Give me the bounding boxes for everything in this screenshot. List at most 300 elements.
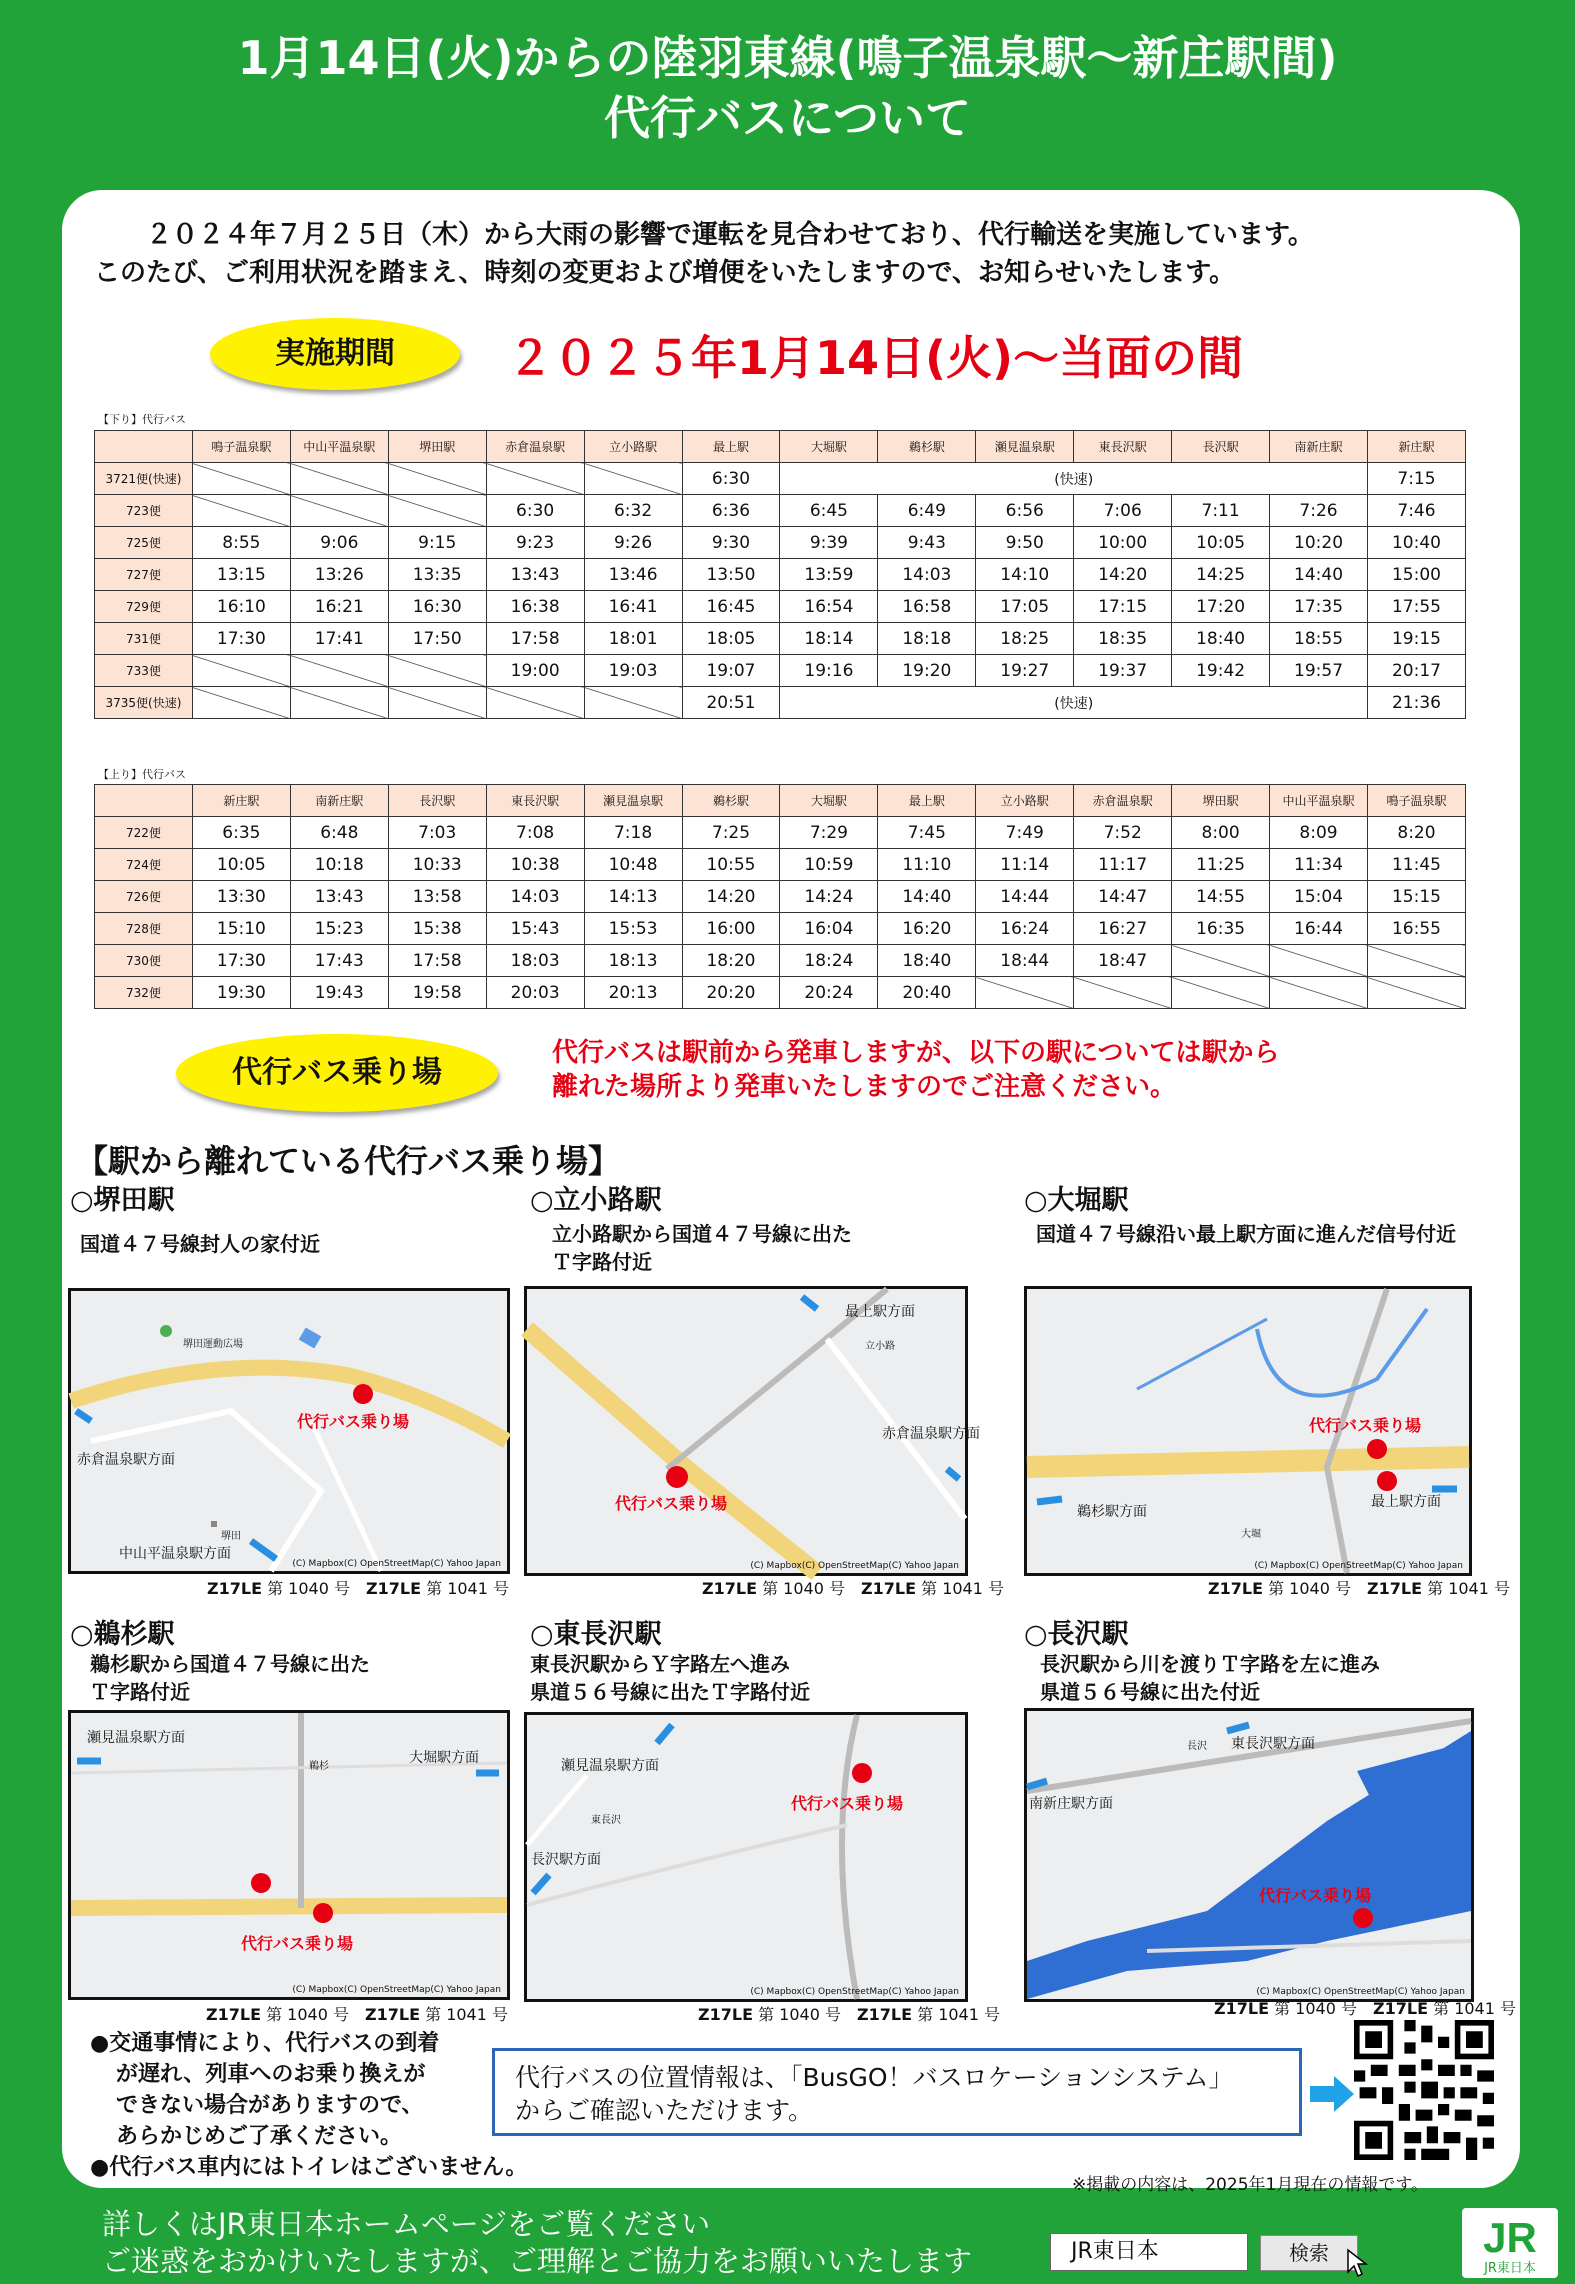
time-cell: 16:27 (1074, 913, 1172, 945)
time-cell: 14:40 (1270, 559, 1368, 591)
time-cell: 20:13 (584, 977, 682, 1009)
title-line-2: 代行バスについて (603, 91, 972, 145)
time-cell: 14:03 (486, 881, 584, 913)
time-cell: 7:11 (1172, 495, 1270, 527)
station-desc-ohori: 国道４７号線沿い最上駅方面に進んだ信号付近 (1036, 1222, 1456, 1246)
time-cell: 6:36 (682, 495, 780, 527)
time-cell: 19:37 (1074, 655, 1172, 687)
time-cell: 7:08 (486, 817, 584, 849)
time-cell: 14:13 (584, 881, 682, 913)
station-header: 堺田駅 (388, 431, 486, 463)
code1-num: 第 1040 号 (267, 1579, 350, 1598)
row-label: 729便 (95, 591, 193, 623)
code1: Z17LE (1214, 1999, 1269, 2018)
map-label-tatekoji-1: 最上駅方面 (845, 1304, 915, 1320)
time-cell: 7:26 (1270, 495, 1368, 527)
time-cell: 10:05 (192, 849, 290, 881)
remote-stops-heading: 【駅から離れている代行バス乗り場】 (76, 1142, 621, 1180)
time-cell: (快速) (780, 463, 1368, 495)
page-title (0, 28, 1575, 148)
bus-stop-usugi: 代行バス乗り場 (241, 1934, 354, 1953)
time-cell: 19:57 (1270, 655, 1368, 687)
time-cell: 16:24 (976, 913, 1074, 945)
station-header: 中山平温泉駅 (1270, 785, 1368, 817)
time-cell: 10:40 (1367, 527, 1465, 559)
time-cell: 18:24 (780, 945, 878, 977)
time-cell: 8:00 (1172, 817, 1270, 849)
table-row (95, 623, 1466, 655)
station-header: 鵜杉駅 (878, 431, 976, 463)
code1: Z17LE (698, 2005, 753, 2024)
empty-cell (290, 463, 388, 495)
time-cell: 19:42 (1172, 655, 1270, 687)
busgo-line-2: からご確認いただけます。 (515, 2096, 814, 2125)
down-timetable (94, 430, 1466, 719)
time-cell: (快速) (780, 687, 1368, 719)
time-cell: 18:44 (976, 945, 1074, 977)
map-label-ohori-station: 大堀 (1241, 1529, 1261, 1540)
row-label: 731便 (95, 623, 193, 655)
time-cell: 13:30 (192, 881, 290, 913)
desc-line: 立小路駅から国道４７号線に出た (552, 1222, 852, 1246)
station-desc-usugi (90, 1650, 370, 1706)
bus-stop-label: 代行バス乗り場 (176, 1034, 498, 1112)
cursor-icon (1346, 2248, 1372, 2278)
empty-cell (1270, 977, 1368, 1009)
map-credit: (C) Mapbox(C) OpenStreetMap(C) Yahoo Japan (292, 1985, 501, 1995)
code1: Z17LE (206, 2005, 261, 2024)
station-header: 東長沢駅 (486, 785, 584, 817)
time-cell: 17:20 (1172, 591, 1270, 623)
time-cell: 18:47 (1074, 945, 1172, 977)
time-cell: 16:38 (486, 591, 584, 623)
bus-stop-higashinagasawa: 代行バス乗り場 (791, 1794, 904, 1813)
jr-east-logo (1462, 2208, 1558, 2278)
time-cell: 20:24 (780, 977, 878, 1009)
arrow-right-icon (1310, 2074, 1354, 2114)
empty-cell (192, 463, 290, 495)
time-cell: 20:51 (682, 687, 780, 719)
table-row (95, 945, 1466, 977)
table-row (95, 559, 1466, 591)
time-cell: 17:15 (1074, 591, 1172, 623)
map-label-sakaida-1: 赤倉温泉駅方面 (77, 1452, 175, 1468)
station-header: 新庄駅 (1367, 431, 1465, 463)
time-cell: 7:18 (584, 817, 682, 849)
empty-cell (1172, 977, 1270, 1009)
time-cell: 9:50 (976, 527, 1074, 559)
map-ohori (1024, 1286, 1472, 1576)
time-cell: 13:43 (290, 881, 388, 913)
station-header: 最上駅 (878, 785, 976, 817)
time-cell: 20:03 (486, 977, 584, 1009)
time-cell: 13:50 (682, 559, 780, 591)
time-cell: 16:21 (290, 591, 388, 623)
search-button[interactable] (1260, 2235, 1358, 2271)
time-cell: 14:47 (1074, 881, 1172, 913)
time-cell: 8:20 (1367, 817, 1465, 849)
time-cell: 14:24 (780, 881, 878, 913)
time-cell: 19:07 (682, 655, 780, 687)
code2: Z17LE (366, 1579, 422, 1598)
time-cell: 14:20 (1074, 559, 1172, 591)
code1-num: 第 1040 号 (266, 2005, 349, 2024)
station-header: 立小路駅 (976, 785, 1074, 817)
desc-line: 県道５６号線に出た付近 (1040, 1680, 1260, 1704)
empty-cell (388, 463, 486, 495)
table-row (95, 463, 1466, 495)
time-cell: 11:25 (1172, 849, 1270, 881)
time-cell: 13:15 (192, 559, 290, 591)
row-label: 726便 (95, 881, 193, 913)
time-cell: 7:46 (1367, 495, 1465, 527)
row-label: 728便 (95, 913, 193, 945)
note-1-line-3: できない場合がありますので、 (116, 2093, 424, 2118)
station-header: 大堀駅 (780, 431, 878, 463)
footer-line-1: 詳しくはJR東日本ホームページをご覧ください (102, 2207, 711, 2241)
time-cell: 10:33 (388, 849, 486, 881)
row-label: 725便 (95, 527, 193, 559)
table-row (95, 817, 1466, 849)
time-cell: 13:26 (290, 559, 388, 591)
code2-num: 第 1041 号 (1433, 1999, 1517, 2018)
time-cell: 6:48 (290, 817, 388, 849)
station-header: 瀬見温泉駅 (584, 785, 682, 817)
station-header: 中山平温泉駅 (290, 431, 388, 463)
time-cell: 15:38 (388, 913, 486, 945)
time-cell: 18:25 (976, 623, 1074, 655)
footer-text (102, 2206, 972, 2280)
bus-stop-ohori: 代行バス乗り場 (1309, 1416, 1422, 1435)
time-cell: 18:18 (878, 623, 976, 655)
table-header-row (95, 785, 1466, 817)
code2-num: 第 1041 号 (921, 1579, 1005, 1598)
map-label-sakaida-park: 堺田運動広場 (183, 1339, 243, 1350)
station-header: 大堀駅 (780, 785, 878, 817)
time-cell: 17:30 (192, 623, 290, 655)
code1: Z17LE (207, 1579, 262, 1598)
code1-num: 第 1040 号 (1274, 1999, 1357, 2018)
map-tatekoji (524, 1286, 980, 1576)
table-row (95, 591, 1466, 623)
time-cell: 18:40 (878, 945, 976, 977)
note-2: ●代行バス車内にはトイレはございません。 (90, 2155, 528, 2180)
empty-cell (584, 463, 682, 495)
empty-cell (192, 687, 290, 719)
period-label: 実施期間 (210, 318, 460, 390)
station-header: 瀬見温泉駅 (976, 431, 1074, 463)
empty-cell (584, 687, 682, 719)
table-row (95, 977, 1466, 1009)
time-cell: 10:55 (682, 849, 780, 881)
map-label-higashinagasawa-1: 瀬見温泉駅方面 (561, 1758, 659, 1774)
desc-line: Ｔ字路付近 (552, 1250, 652, 1274)
time-cell: 17:58 (388, 945, 486, 977)
time-cell: 15:04 (1270, 881, 1368, 913)
map-credit: (C) Mapbox(C) OpenStreetMap(C) Yahoo Japan (750, 1561, 959, 1571)
time-cell: 8:55 (192, 527, 290, 559)
row-label: 730便 (95, 945, 193, 977)
time-cell: 6:35 (192, 817, 290, 849)
map-credit: (C) Mapbox(C) OpenStreetMap(C) Yahoo Japan (750, 1987, 959, 1997)
time-cell: 15:10 (192, 913, 290, 945)
time-cell: 18:14 (780, 623, 878, 655)
time-cell: 19:03 (584, 655, 682, 687)
code1-num: 第 1040 号 (758, 2005, 841, 2024)
map-code-usugi (206, 2002, 508, 2025)
code1-num: 第 1040 号 (1268, 1579, 1351, 1598)
title-line-1: 1月14日(火)からの陸羽東線(鳴子温泉駅～新庄駅間) (237, 31, 1338, 85)
time-cell: 7:45 (878, 817, 976, 849)
map-label-sakaida-2: 中山平温泉駅方面 (119, 1546, 231, 1562)
time-cell: 18:05 (682, 623, 780, 655)
bus-stop-notice (552, 1036, 1279, 1104)
code2-num: 第 1041 号 (1427, 1579, 1511, 1598)
time-cell: 20:20 (682, 977, 780, 1009)
note-1-line-4: あらかじめご了承ください。 (116, 2124, 403, 2149)
time-cell: 15:15 (1367, 881, 1465, 913)
row-label: 3735便(快速) (95, 687, 193, 719)
station-header: 堺田駅 (1172, 785, 1270, 817)
map-label-ohori-2: 最上駅方面 (1371, 1494, 1441, 1510)
time-cell: 11:10 (878, 849, 976, 881)
map-label-higashinagasawa-2: 長沢駅方面 (531, 1852, 601, 1868)
note-1-line-1: ●交通事情により、代行バスの到着 (90, 2031, 440, 2056)
station-title-sakaida: ○堺田駅 (70, 1185, 175, 1216)
up-table-caption: 【上り】代行バス (98, 768, 186, 781)
time-cell: 17:50 (388, 623, 486, 655)
time-cell: 14:03 (878, 559, 976, 591)
station-header: 最上駅 (682, 431, 780, 463)
table-header-row (95, 431, 1466, 463)
map-label-nagasawa-station: 長沢 (1187, 1741, 1207, 1752)
time-cell: 7:52 (1074, 817, 1172, 849)
time-cell: 11:34 (1270, 849, 1368, 881)
bus-stop-tatekoji: 代行バス乗り場 (615, 1494, 728, 1513)
empty-cell (192, 655, 290, 687)
time-cell: 11:17 (1074, 849, 1172, 881)
station-header: 鳴子温泉駅 (192, 431, 290, 463)
station-title-usugi: ○鵜杉駅 (70, 1619, 175, 1650)
bus-stop-nagasawa: 代行バス乗り場 (1259, 1886, 1372, 1905)
time-cell: 7:03 (388, 817, 486, 849)
table-row (95, 655, 1466, 687)
station-header: 赤倉温泉駅 (486, 431, 584, 463)
time-cell: 18:20 (682, 945, 780, 977)
time-cell: 17:58 (486, 623, 584, 655)
down-table-caption: 【下り】代行バス (98, 413, 186, 426)
time-cell: 14:10 (976, 559, 1074, 591)
time-cell: 18:13 (584, 945, 682, 977)
time-cell: 9:26 (584, 527, 682, 559)
empty-cell (486, 687, 584, 719)
time-cell: 15:23 (290, 913, 388, 945)
row-label: 727便 (95, 559, 193, 591)
map-code-higashinagasawa (698, 2002, 1000, 2025)
time-cell: 10:20 (1270, 527, 1368, 559)
map-label-nagasawa-1: 東長沢駅方面 (1231, 1736, 1315, 1752)
search-input[interactable]: JR東日本 (1050, 2233, 1248, 2271)
time-cell: 16:55 (1367, 913, 1465, 945)
time-cell: 18:01 (584, 623, 682, 655)
map-code-sakaida (207, 1576, 509, 1599)
time-cell: 10:48 (584, 849, 682, 881)
time-cell: 6:49 (878, 495, 976, 527)
logo-text: JR東日本 (1484, 2261, 1536, 2276)
station-header: 赤倉温泉駅 (1074, 785, 1172, 817)
time-cell: 10:38 (486, 849, 584, 881)
bus-stop-sakaida: 代行バス乗り場 (297, 1412, 410, 1431)
time-cell: 9:43 (878, 527, 976, 559)
time-cell: 19:27 (976, 655, 1074, 687)
time-cell: 16:30 (388, 591, 486, 623)
time-cell: 13:46 (584, 559, 682, 591)
period-value: ２０２５年1月14日(火)～当面の間 (507, 331, 1244, 385)
empty-cell (1074, 977, 1172, 1009)
note-1-line-2: が遅れ、列車へのお乗り換えが (116, 2062, 426, 2087)
empty-cell (976, 977, 1074, 1009)
time-cell: 16:04 (780, 913, 878, 945)
time-cell: 7:49 (976, 817, 1074, 849)
intro-line-1: ２０２４年７月２５日（木）から大雨の影響で運転を見合わせており、代行輸送を実施しています。 (146, 220, 1314, 250)
intro-text (94, 216, 1504, 292)
time-cell: 16:58 (878, 591, 976, 623)
map-credit: (C) Mapbox(C) OpenStreetMap(C) Yahoo Japan (1256, 1987, 1465, 1997)
time-cell: 19:00 (486, 655, 584, 687)
time-cell: 18:03 (486, 945, 584, 977)
time-cell: 9:30 (682, 527, 780, 559)
station-title-ohori: ○大堀駅 (1024, 1185, 1129, 1216)
code2-num: 第 1041 号 (917, 2005, 1001, 2024)
empty-cell (290, 495, 388, 527)
map-label-usugi-station: 鵜杉 (309, 1761, 329, 1772)
code2: Z17LE (861, 1579, 917, 1598)
time-cell: 7:25 (682, 817, 780, 849)
row-label: 722便 (95, 817, 193, 849)
time-cell: 9:06 (290, 527, 388, 559)
intro-line-2: このたび、ご利用状況を踏まえ、時刻の変更および増便をいたしますので、お知らせいたします。 (94, 258, 1236, 288)
empty-cell (388, 495, 486, 527)
map-label-sakaida-station: 堺田 (221, 1531, 241, 1542)
station-header: 立小路駅 (584, 431, 682, 463)
time-cell: 9:23 (486, 527, 584, 559)
code2: Z17LE (857, 2005, 913, 2024)
time-cell: 19:58 (388, 977, 486, 1009)
map-sakaida (68, 1288, 510, 1574)
desc-line: 県道５６号線に出たＴ字路付近 (530, 1680, 810, 1704)
time-cell: 13:35 (388, 559, 486, 591)
time-cell: 17:35 (1270, 591, 1368, 623)
station-desc-sakaida: 国道４７号線封人の家付近 (80, 1232, 320, 1256)
time-cell: 17:43 (290, 945, 388, 977)
station-header: 鵜杉駅 (682, 785, 780, 817)
time-cell: 13:59 (780, 559, 878, 591)
station-header: 新庄駅 (192, 785, 290, 817)
time-cell: 14:55 (1172, 881, 1270, 913)
table-corner (95, 785, 193, 817)
map-usugi (68, 1710, 510, 2000)
map-nagasawa (1024, 1708, 1474, 2002)
time-cell: 16:00 (682, 913, 780, 945)
station-desc-nagasawa (1040, 1650, 1380, 1706)
time-cell: 10:05 (1172, 527, 1270, 559)
time-cell: 15:43 (486, 913, 584, 945)
time-cell: 10:00 (1074, 527, 1172, 559)
empty-cell (192, 495, 290, 527)
time-cell: 16:41 (584, 591, 682, 623)
map-credit: (C) Mapbox(C) OpenStreetMap(C) Yahoo Japan (292, 1559, 501, 1569)
time-cell: 19:43 (290, 977, 388, 1009)
table-row (95, 495, 1466, 527)
time-cell: 17:55 (1367, 591, 1465, 623)
time-cell: 17:05 (976, 591, 1074, 623)
code1: Z17LE (702, 1579, 757, 1598)
search-button-label: 検索 (1289, 2241, 1329, 2265)
time-cell: 8:09 (1270, 817, 1368, 849)
code1-num: 第 1040 号 (762, 1579, 845, 1598)
empty-cell (1367, 945, 1465, 977)
empty-cell (1367, 977, 1465, 1009)
table-row (95, 687, 1466, 719)
time-cell: 17:41 (290, 623, 388, 655)
time-cell: 13:58 (388, 881, 486, 913)
time-cell: 11:14 (976, 849, 1074, 881)
map-code-nagasawa (1214, 1996, 1516, 2019)
notice-line-1: 代行バスは駅前から発車しますが、以下の駅については駅から (552, 1038, 1280, 1068)
code1: Z17LE (1208, 1579, 1263, 1598)
time-cell: 17:30 (192, 945, 290, 977)
empty-cell (290, 687, 388, 719)
code2-num: 第 1041 号 (425, 2005, 509, 2024)
time-cell: 19:15 (1367, 623, 1465, 655)
map-label-usugi-1: 瀬見温泉駅方面 (87, 1730, 185, 1746)
map-label-nagasawa-2: 南新庄駅方面 (1029, 1796, 1113, 1812)
empty-cell (290, 655, 388, 687)
time-cell: 11:45 (1367, 849, 1465, 881)
qr-code-icon[interactable] (1354, 2020, 1494, 2160)
code2: Z17LE (1373, 1999, 1429, 2018)
desc-line: Ｔ字路付近 (90, 1680, 190, 1704)
time-cell: 16:54 (780, 591, 878, 623)
time-cell: 14:20 (682, 881, 780, 913)
busgo-line-1: 代行バスの位置情報は、「BusGO！バスロケーションシステム」 (515, 2063, 1234, 2092)
station-header: 南新庄駅 (1270, 431, 1368, 463)
empty-cell (388, 655, 486, 687)
time-cell: 10:18 (290, 849, 388, 881)
empty-cell (1270, 945, 1368, 977)
footer-line-2: ご迷惑をおかけいたしますが、ご理解とご協力をお願いいたします (102, 2244, 973, 2278)
time-cell: 9:15 (388, 527, 486, 559)
time-cell: 6:45 (780, 495, 878, 527)
time-cell: 20:17 (1367, 655, 1465, 687)
code2: Z17LE (365, 2005, 421, 2024)
as-of-note: ※掲載の内容は、2025年1月現在の情報です。 (1072, 2175, 1428, 2195)
desc-line: 長沢駅から川を渡りＴ字路を左に進み (1040, 1652, 1380, 1676)
map-label-tatekoji-station: 立小路 (865, 1341, 895, 1352)
table-row (95, 849, 1466, 881)
table-row (95, 527, 1466, 559)
time-cell: 6:30 (486, 495, 584, 527)
notes-list (90, 2028, 527, 2183)
time-cell: 14:44 (976, 881, 1074, 913)
map-label-higashinagasawa-station: 東長沢 (591, 1815, 621, 1826)
row-label: 724便 (95, 849, 193, 881)
time-cell: 18:35 (1074, 623, 1172, 655)
time-cell: 16:45 (682, 591, 780, 623)
time-cell: 7:15 (1367, 463, 1465, 495)
time-cell: 16:20 (878, 913, 976, 945)
time-cell: 20:40 (878, 977, 976, 1009)
